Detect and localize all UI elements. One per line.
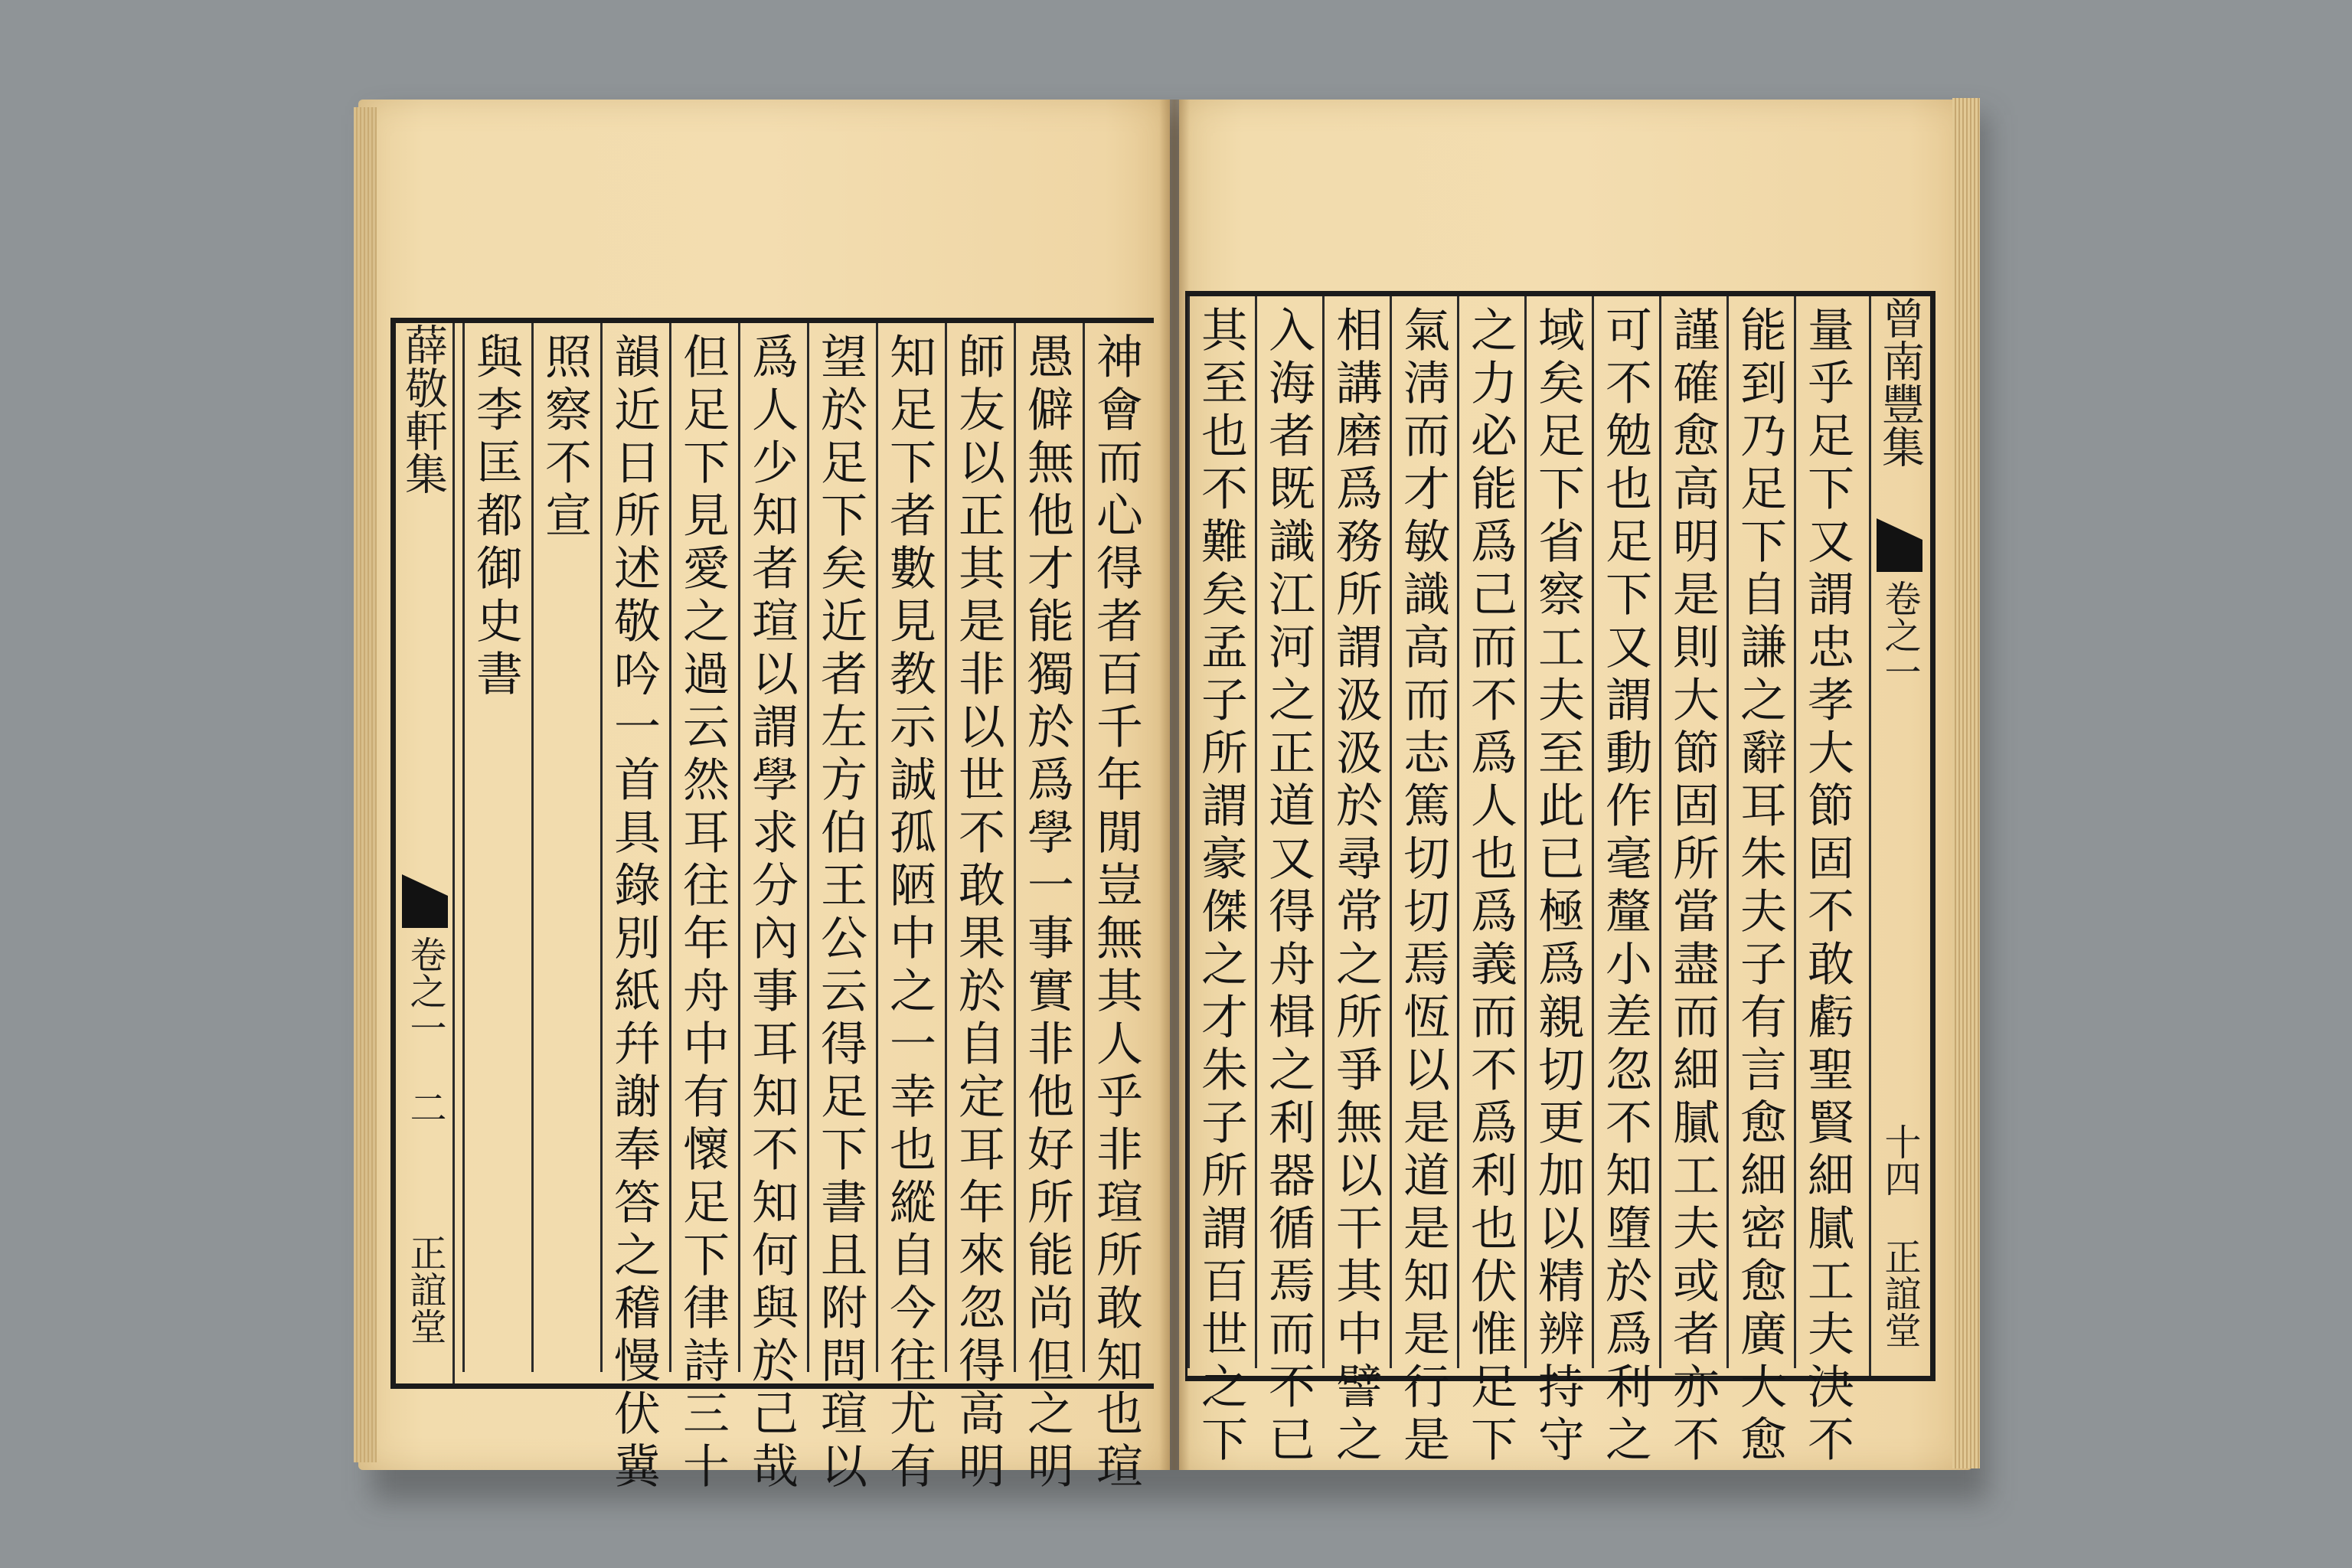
column-rule <box>1794 296 1796 1368</box>
column-rule <box>1083 323 1085 1372</box>
left-press-name: 正誼堂 <box>403 1234 446 1344</box>
right-volume-label: 卷之一 <box>1878 580 1921 690</box>
text-column: 能到乃足下自謙之辭耳朱夫子有言愈細密愈廣大愈 <box>1733 305 1787 1468</box>
column-rule <box>1187 296 1190 1368</box>
column-rule <box>1255 296 1257 1368</box>
text-column: 量乎足下又謂忠孝大節固不敢虧聖賢細膩工夫決不 <box>1800 305 1854 1468</box>
left-margin-strip <box>396 323 449 1383</box>
text-column: 與李匡都御史書 <box>469 332 523 702</box>
text-column: 照察不宣 <box>537 332 592 544</box>
right-margin-title: 曾南豐集 <box>1875 296 1925 468</box>
margin-rule <box>452 323 455 1383</box>
column-rule <box>600 323 603 1372</box>
column-rule <box>945 323 947 1372</box>
right-folio-number: 十四 <box>1878 1123 1921 1197</box>
left-text-frame <box>390 318 1154 1494</box>
text-column: 入海者既識江河之正道又得舟楫之利器循焉而不已 <box>1261 305 1315 1468</box>
text-column: 但足下見愛之過云然耳往年舟中有懷足下律詩三十 <box>675 332 730 1494</box>
text-column: 相講磨爲務所謂汲汲於尋常之所爭無以干其中譬之 <box>1328 305 1383 1468</box>
text-column: 愚僻無他才能獨於爲學一事實非他好所能尚但之明 <box>1020 332 1074 1494</box>
column-rule <box>1322 296 1325 1368</box>
column-rule <box>1659 296 1661 1368</box>
left-margin-title: 薛敬軒集 <box>398 323 448 495</box>
column-rule <box>738 323 740 1372</box>
column-rule <box>1726 296 1729 1368</box>
right-page-edges <box>1952 98 1980 1468</box>
text-column: 之力必能爲己而不爲人也爲義而不爲利也伏惟足下 <box>1463 305 1517 1468</box>
column-rule <box>462 323 465 1372</box>
text-column: 望於足下矣近者左方伯王公云得足下書且附問瑄以 <box>813 332 867 1494</box>
text-column: 師友以正其是非以世不敢果於自定耳年來忽得高明 <box>951 332 1005 1494</box>
text-column: 知足下者數見教示誠孤陋中之一幸也縱自今往尤有 <box>882 332 936 1494</box>
margin-rule <box>1869 296 1871 1376</box>
column-rule <box>531 323 534 1372</box>
text-column: 域矣足下省察工夫至此已極爲親切更加以精辨持守 <box>1530 305 1585 1468</box>
column-rule <box>876 323 878 1372</box>
right-text-frame <box>1185 291 1936 1468</box>
column-rule <box>1524 296 1527 1368</box>
text-column: 韻近日所述敬吟一首具錄別紙幷謝奉答之稽慢伏冀 <box>606 332 661 1494</box>
column-rule <box>1592 296 1594 1368</box>
text-column: 謹確愈高明是則大節固所當盡而細膩工夫或者亦不 <box>1665 305 1720 1468</box>
right-margin-strip <box>1873 296 1926 1357</box>
column-rule <box>1457 296 1459 1368</box>
left-folio-number: 二 <box>403 1089 446 1125</box>
text-column: 可不勉也足下又謂動作毫釐小差忽不知墮於爲利之 <box>1598 305 1652 1468</box>
right-press-name: 正誼堂 <box>1878 1238 1921 1348</box>
left-page-edges <box>354 107 377 1462</box>
text-column: 爲人少知者瑄以謂學求分內事耳知不知何與於己哉 <box>744 332 799 1494</box>
column-rule <box>669 323 671 1372</box>
column-rule <box>1390 296 1392 1368</box>
text-column: 氣淸而才敏識高而志篤切切焉恆以是道是知是行是 <box>1396 305 1450 1468</box>
column-rule <box>807 323 809 1372</box>
text-column: 神會而心得者百千年閒豈無其人乎非瑄所敢知也瑄 <box>1089 332 1143 1494</box>
left-volume-label: 卷之一 <box>403 936 446 1046</box>
text-column: 其至也不難矣孟子所謂豪傑之才朱子所謂百世之下 <box>1194 305 1248 1468</box>
column-rule <box>1014 323 1016 1372</box>
